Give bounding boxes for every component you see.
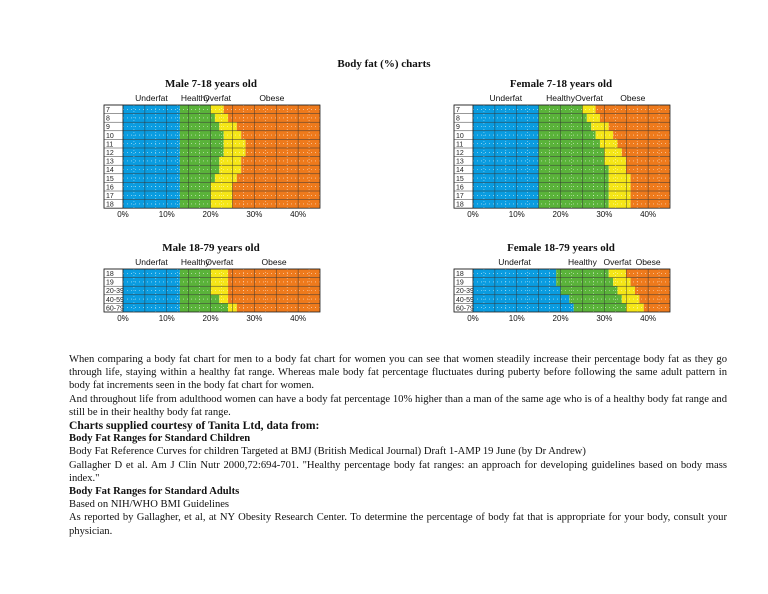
row-label: 20-39 [106, 288, 124, 296]
row-label: 15 [106, 175, 114, 183]
row-label: 19 [106, 279, 114, 287]
row-label: 8 [456, 115, 460, 123]
band-healthy [180, 139, 224, 148]
band-obese [596, 105, 670, 114]
row-label: 12 [456, 150, 464, 157]
band-overfat [211, 200, 233, 209]
body-text [41, 353, 727, 538]
paragraph-comparison: When comparing a body fat chart for men to a body fat chart for women you can see that women steadily increase their percentage body fat as they go through life, staying within a healthy fat range. Whereas male body fat percentage fluctuates during puberty before following the same adult pattern in body fat increments seen in the body fat chart for women. [69, 354, 727, 392]
row-label: 14 [106, 167, 114, 175]
legend-obese: Obese [259, 93, 285, 103]
paragraph-adulthood: And throughout life from adulthood women can have a body fat percentage 10% higher than a man of the same age who is of a healthy body fat range and still be in their healthy body fat range. [69, 393, 727, 418]
band-overfat [224, 148, 246, 157]
row-label: 17 [106, 193, 114, 200]
band-overfat [609, 200, 631, 209]
row-label: 18 [106, 201, 114, 209]
row-label: 11 [456, 141, 464, 149]
legend-healthy: Healthy [180, 93, 210, 103]
chart-male-7-18-plot [96, 92, 326, 227]
row-label: 7 [106, 107, 110, 114]
band-obese [631, 191, 670, 200]
legend-overfat: Overfat [575, 93, 603, 103]
x-tick-label: 20% [552, 314, 569, 323]
row-label: 13 [106, 158, 114, 166]
band-obese [228, 278, 320, 287]
row-label: 40-59 [106, 296, 124, 304]
band-obese [228, 295, 320, 304]
band-overfat [604, 157, 626, 166]
legend-obese: Obese [635, 257, 661, 267]
band-obese [246, 148, 320, 157]
band-healthy [539, 148, 605, 157]
chart-title: Male 18-79 years old [162, 242, 260, 254]
x-tick-label: 10% [158, 210, 175, 220]
band-obese [631, 174, 670, 183]
x-tick-label: 40% [290, 314, 307, 323]
x-tick-label: 30% [596, 210, 613, 220]
x-tick-label: 10% [508, 210, 525, 220]
legend-underfat: Underfat [498, 257, 531, 267]
legend-overfat: Overfat [603, 257, 632, 267]
x-tick-label: 10% [158, 314, 175, 323]
legend-obese: Obese [261, 257, 287, 267]
band-healthy [180, 174, 215, 183]
band-healthy [539, 122, 592, 131]
x-tick-label: 20% [552, 210, 569, 220]
legend-overfat: Overfat [203, 93, 232, 103]
row-label: 18 [456, 201, 464, 209]
band-healthy [539, 131, 596, 140]
legend-obese: Obese [620, 93, 646, 103]
x-tick-label: 20% [202, 314, 219, 323]
x-tick-label: 30% [246, 210, 263, 220]
chart-male-18-79 [96, 242, 326, 332]
band-obese [241, 165, 320, 174]
legend-overfat: Overfat [205, 257, 234, 267]
legend-underfat: Underfat [135, 93, 168, 103]
row-label: 18 [106, 271, 114, 278]
row-label: 9 [106, 124, 110, 132]
legend-healthy: Healthy [546, 93, 575, 103]
chart-title: Female 7-18 years old [509, 78, 613, 90]
row-label: 13 [456, 158, 464, 166]
chart-female-7-18 [446, 78, 676, 223]
band-overfat [219, 122, 237, 131]
row-label: 60-79 [456, 305, 474, 313]
band-overfat [600, 139, 618, 148]
band-obese [600, 114, 670, 123]
page-title: Body fat (%) charts [337, 58, 431, 70]
chart-title: Female 18-79 years old [507, 242, 615, 254]
x-tick-label: 10% [508, 314, 525, 323]
chart-male-7-18 [96, 78, 326, 223]
row-label: 11 [106, 141, 114, 149]
band-obese [631, 182, 670, 191]
band-obese [241, 131, 320, 140]
row-label: 7 [456, 107, 460, 114]
credit-line: Charts supplied courtesy of Tanita Ltd, data from: [69, 419, 320, 433]
band-underfat [473, 303, 574, 312]
x-tick-label: 0% [467, 210, 479, 220]
reference-adults-2: As reported by Gallagher, et al, at NY Obesity Research Center. To determine the percentage of body fat that is appropriate for your body, consult your physician. [69, 512, 727, 537]
row-label: 17 [456, 193, 464, 200]
reference-children-1: Body Fat Reference Curves for children Targeted at BMJ (British Medical Journal) Draft 1-AMP 19 June (by Dr Andrew) [69, 446, 586, 458]
band-healthy [180, 131, 224, 140]
chart-female-18-79-plot [446, 256, 676, 336]
x-tick-label: 40% [290, 210, 307, 220]
row-label: 16 [106, 184, 114, 192]
row-label: 18 [456, 271, 464, 278]
x-tick-label: 40% [640, 210, 657, 220]
row-label: 60-79 [106, 305, 124, 313]
band-overfat [609, 174, 631, 183]
band-overfat [219, 157, 241, 166]
row-label: 19 [456, 279, 464, 287]
band-obese [644, 303, 670, 312]
band-overfat [215, 174, 237, 183]
legend-healthy: Healthy [568, 257, 597, 267]
band-overfat [211, 105, 224, 114]
reference-adults-1: Based on NIH/WHO BMI Guidelines [69, 499, 230, 511]
heading-children: Body Fat Ranges for Standard Children [69, 433, 251, 445]
reference-children-2: Gallagher D et al. Am J Clin Nutr 2000,72:694-701. "Healthy percentage body fat ranges: an approach for developing guidelines based on body mass index." [69, 459, 727, 484]
band-healthy [539, 157, 605, 166]
band-overfat [609, 191, 631, 200]
chart-title: Male 7-18 years old [165, 78, 257, 90]
band-obese [631, 200, 670, 209]
legend-healthy: Healthy [180, 257, 210, 267]
band-overfat [622, 295, 640, 304]
row-label: 9 [456, 124, 460, 132]
row-label: 8 [106, 115, 110, 123]
band-obese [228, 114, 320, 123]
x-tick-label: 0% [467, 314, 479, 323]
band-healthy [180, 114, 215, 123]
row-label: 14 [456, 167, 464, 175]
band-overfat [224, 139, 246, 148]
band-obese [246, 139, 320, 148]
band-healthy [180, 148, 224, 157]
band-obese [635, 286, 670, 295]
chart-female-18-79 [446, 242, 676, 332]
band-overfat [609, 182, 631, 191]
chart-female-7-18-plot [446, 92, 676, 227]
row-label: 20-39 [456, 288, 474, 296]
band-obese [631, 278, 670, 287]
x-tick-label: 30% [246, 314, 263, 323]
row-label: 10 [106, 132, 114, 140]
row-label: 16 [456, 184, 464, 192]
heading-adults: Body Fat Ranges for Standard Adults [69, 486, 240, 498]
row-label: 10 [456, 132, 464, 140]
x-tick-label: 0% [117, 314, 129, 323]
legend-underfat: Underfat [135, 257, 168, 267]
band-obese [228, 269, 320, 278]
legend-underfat: Underfat [489, 93, 523, 103]
row-label: 15 [456, 175, 464, 183]
band-overfat [219, 165, 241, 174]
band-obese [241, 157, 320, 166]
band-obese [228, 286, 320, 295]
chart-male-18-79-plot [96, 256, 326, 336]
row-label: 12 [106, 150, 114, 157]
x-tick-label: 40% [640, 314, 657, 323]
x-tick-label: 30% [596, 314, 613, 323]
x-tick-label: 0% [117, 210, 129, 220]
x-tick-label: 20% [202, 210, 219, 220]
row-label: 40-59 [456, 296, 474, 304]
